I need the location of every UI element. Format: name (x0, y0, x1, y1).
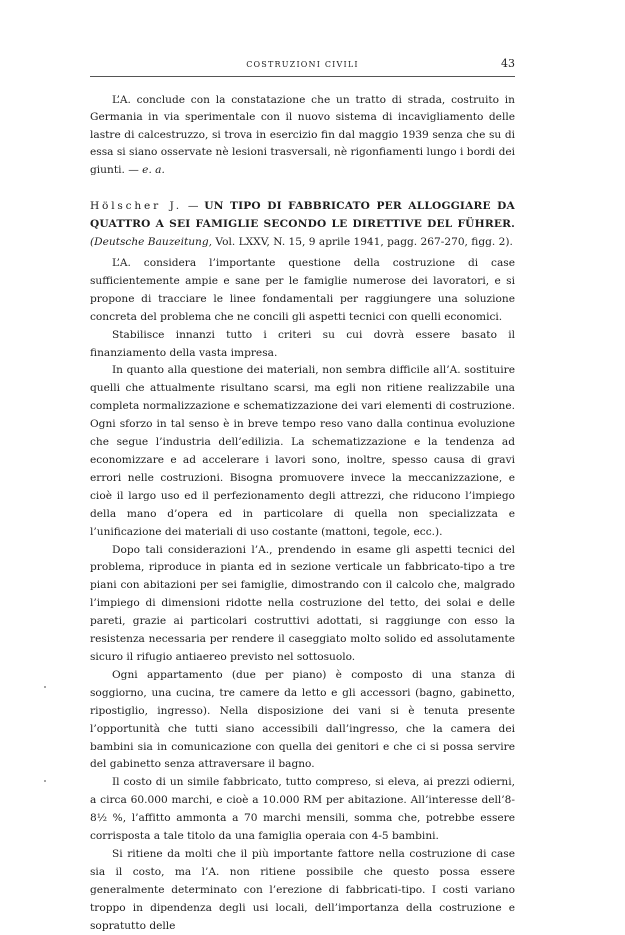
journal-name: (Deutsche Bauzeitung, (90, 236, 213, 249)
scan-speck (44, 780, 46, 782)
heading-dash: — (181, 200, 205, 213)
article-title: UN TIPO DI FABBRICATO PER ALLOGGIARE DA QUATTRO A SEI FAMIGLIE SECONDO LE DIRETTIVE DEL FÜHRER. (90, 200, 515, 231)
intro-text: L’A. conclude con la constatazione che un tratto di strada, costruito in Germania in via sperimentale con il nuovo sistema di incavigliamento delle lastre di calcestruzzo, si trova in esercizio fin dal maggio 1939 senza che su di essa si siano osservate nè lesioni trasversali, nè rigonfiamenti lungo i bordi dei giunti. — (90, 94, 516, 176)
article-heading (90, 197, 515, 251)
intro-paragraph (90, 92, 515, 179)
running-head (90, 58, 515, 72)
intro-initials: e. a. (142, 163, 165, 176)
body-paragraph-2: Stabilisce innanzi tutto i criteri su cui dovrà essere basato il finanziamento della vasta impresa. (90, 328, 515, 359)
article-body (90, 92, 515, 935)
body-paragraph-5: Ogni appartamento (due per piano) è composto di una stanza di soggiorno, una cucina, tre camere da letto e gli accessori (bagno, gabinetto, ripostiglio, ingresso). Nella disposizione dei vani si è tenuta presente l’opportunità che tutti siano accessibili dall’ingresso, che la camera dei bambini sia in comunicazione con quella dei genitori e che ci si possa servire del gabinetto senza attraversare il bagno. (90, 668, 515, 771)
header-rule (90, 76, 515, 77)
article-author: Hölscher J. (90, 200, 182, 213)
body-paragraph-6: Il costo di un simile fabbricato, tutto compreso, si eleva, ai prezzi odierni, a circa 60.000 marchi, e cioè a 10.000 RM per abitazione. All’interesse dell’8-8½ %, l’affitto ammonta a 70 marchi mensili, somma che, potrebbe essere corrisposta a tale titolo da una famiglia operaia con 4-5 bambini. (90, 776, 515, 843)
scan-speck (44, 686, 46, 688)
body-paragraph-7: Si ritiene da molti che il più importante fattore nella costruzione di case sia il costo, ma l’A. non ritiene possibile che questo possa essere generalmente determinato con l’erezione di fabbricati-tipo. I costi variano troppo in dipendenza degli usi locali, dell’importanza della costruzione e sopratutto delle (90, 847, 515, 932)
body-paragraph-3: In quanto alla questione dei materiali, non sembra difficile all’A. sostituire quelli che attualmente risultano scarsi, ma egli non ritiene realizzabile una completa normalizzazione e schematizzazione dei vari elementi di costruzione. Ogni sforzo in tal senso è in breve tempo reso vano dalla continua evoluzione che segue l’industria dell’edilizia. La schematizzazione e la tendenza ad economizzare e ad accelerare i lavori sono, inoltre, spesso causa di gravi errori nelle costruzioni. Bisogna promuovere invece la meccanizzazione, e cioè il largo uso ed il perfezionamento degli attrezzi, che riducono l’impiego della mano d’opera ed in particolare di quella non specializzata e l’unificazione dei materiali di uso costante (mattoni, tegole, ecc.). (90, 364, 515, 538)
journal-citation: Vol. LXXV, N. 15, 9 aprile 1941, pagg. 267-270, figg. 2). (212, 236, 513, 249)
page-number: 43 (501, 57, 515, 70)
body-paragraph-1: L’A. considera l’importante questione della costruzione di case sufficientemente ampie e sane per le famiglie numerose dei lavoratori, e si propone di tracciare le linee fondamentali per raggiungere una soluzione concreta del problema che ne concili gli aspetti tecnici con quelli economici. (90, 257, 515, 323)
running-title: COSTRUZIONI CIVILI (246, 60, 359, 69)
body-paragraph-4: Dopo tali considerazioni l’A., prendendo in esame gli aspetti tecnici del problema, riproduce in pianta ed in sezione verticale un fabbricato-tipo a tre piani con abitazioni per sei famiglie, dimostrando con il calcolo che, malgrado l’impiego di dimensioni ridotte nella costruzione del tetto, dei solai e delle pareti, grazie ai particolari costruttivi adottati, si raggiunge con esso la resistenza necessaria per rendere il caseggiato molto solido ed assolutamente sicuro il rifugio antiaereo previsto nel sottosuolo. (90, 543, 515, 663)
